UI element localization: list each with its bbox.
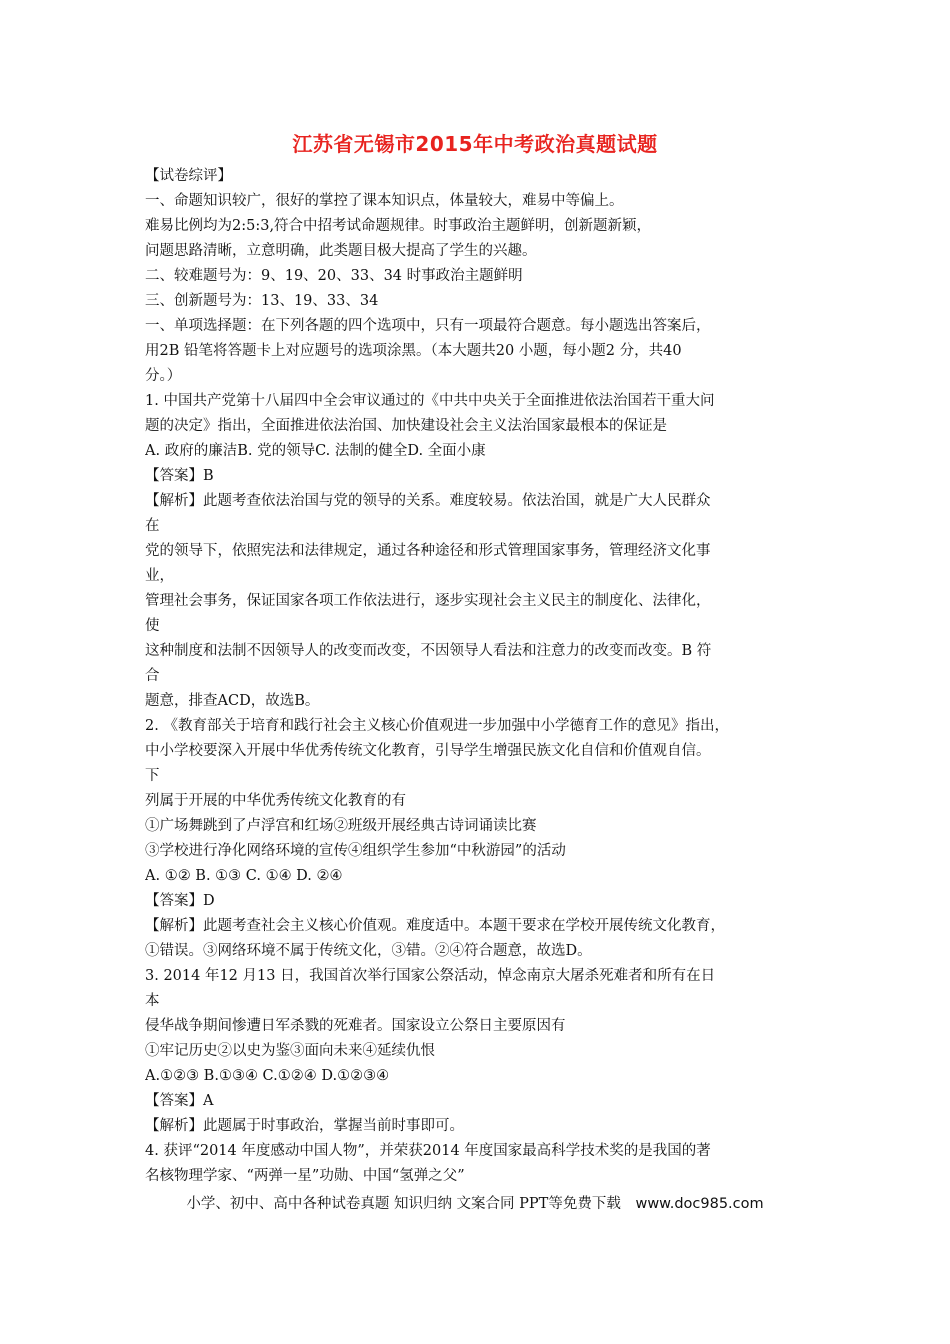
text-line: 使: [145, 618, 160, 634]
text-line: 名核物理学家、“两弹一星”功勋、中国“氢弹之父”: [145, 1168, 465, 1184]
text-line: ①错误。③网络环境不属于传统文化，③错。②④符合题意，故选D。: [145, 943, 592, 959]
text-line: 党的领导下，依照宪法和法律规定，通过各种途径和形式管理国家事务，管理经济文化事: [145, 543, 711, 559]
text-line: 分。）: [145, 368, 182, 384]
text-line: 本: [145, 993, 160, 1009]
text-line: 3. 2014 年12 月13 日，我国首次举行国家公祭活动，悼念南京大屠杀死难者和所有在日: [145, 968, 716, 984]
text-line: 列属于开展的中华优秀传统文化教育的有: [145, 793, 406, 809]
text-line: 下: [145, 768, 160, 784]
document-title: 江苏省无锡市2015年中考政治真题试题: [292, 132, 658, 156]
text-line: A. 政府的廉洁B. 党的领导C. 法制的健全D. 全面小康: [145, 443, 486, 459]
document-body: [145, 164, 825, 1189]
text-line: A.①②③ B.①③④ C.①②④ D.①②③④: [145, 1068, 390, 1084]
text-line: ③学校进行净化网络环境的宣传④组织学生参加“中秋游园”的活动: [145, 843, 566, 859]
page-footer: [0, 1192, 950, 1213]
text-line: 题的决定》指出，全面推进依法治国、加快建设社会主义法治国家最根本的保证是: [145, 418, 667, 434]
text-line: 1. 中国共产党第十八届四中全会审议通过的《中共中央关于全面推进依法治国若干重大问: [145, 393, 715, 409]
text-line: 【答案】D: [145, 893, 215, 909]
text-line: 【解析】此题属于时事政治，掌握当前时事即可。: [145, 1118, 464, 1134]
text-line: ①广场舞跳到了卢浮宫和红场②班级开展经典古诗词诵读比赛: [145, 818, 537, 834]
text-line: 二、较难题号为：9、19、20、33、34 时事政治主题鲜明: [145, 268, 523, 284]
footer-url: www.doc985.com: [635, 1196, 764, 1212]
footer-text: 小学、初中、高中各种试卷真题 知识归纳 文案合同 PPT等免费下载: [186, 1196, 621, 1212]
text-line: 2. 《教育部关于培育和践行社会主义核心价值观进一步加强中小学德育工作的意见》指出，: [145, 718, 729, 734]
text-line: ①牢记历史②以史为鉴③面向未来④延续仇恨: [145, 1043, 435, 1059]
text-line: 在: [145, 518, 160, 534]
text-line: 【试卷综评】: [145, 168, 232, 184]
text-line: 管理社会事务，保证国家各项工作依法进行，逐步实现社会主义民主的制度化、法律化，: [145, 593, 711, 609]
text-line: 【解析】此题考查社会主义核心价值观。难度适中。本题干要求在学校开展传统文化教育，: [145, 918, 725, 934]
text-line: 【答案】A: [145, 1093, 214, 1109]
text-line: 题意，排查ACD，故选B。: [145, 693, 320, 709]
text-line: 【答案】B: [145, 468, 214, 484]
text-line: A. ①② B. ①③ C. ①④ D. ②④: [145, 868, 343, 884]
text-line: 业，: [145, 568, 174, 584]
text-line: 【解析】此题考查依法治国与党的领导的关系。难度较易。依法治国，就是广大人民群众: [145, 493, 711, 509]
text-line: 一、命题知识较广，很好的掌控了课本知识点，体量较大，难易中等偏上。: [145, 193, 624, 209]
text-line: 这种制度和法制不因领导人的改变而改变，不因领导人看法和注意力的改变而改变。B 符: [145, 643, 712, 659]
text-line: 难易比例均为2:5:3,符合中招考试命题规律。时事政治主题鲜明，创新题新颖，: [145, 218, 652, 234]
text-line: 三、创新题号为：13、19、33、34: [145, 293, 379, 309]
text-line: 一、单项选择题：在下列各题的四个选项中，只有一项最符合题意。每小题选出答案后，: [145, 318, 711, 334]
text-line: 用2B 铅笔将答题卡上对应题号的选项涂黑。（本大题共20 小题，每小题2 分，共40: [145, 343, 682, 359]
text-line: 合: [145, 668, 160, 684]
text-line: 问题思路清晰，立意明确，此类题目极大提高了学生的兴趣。: [145, 243, 537, 259]
text-line: 侵华战争期间惨遭日军杀戮的死难者。国家设立公祭日主要原因有: [145, 1018, 566, 1034]
text-line: 中小学校要深入开展中华优秀传统文化教育，引导学生增强民族文化自信和价值观自信。: [145, 743, 711, 759]
text-line: 4. 获评“2014 年度感动中国人物”，并荣获2014 年度国家最高科学技术奖的是我国的著: [145, 1143, 711, 1159]
